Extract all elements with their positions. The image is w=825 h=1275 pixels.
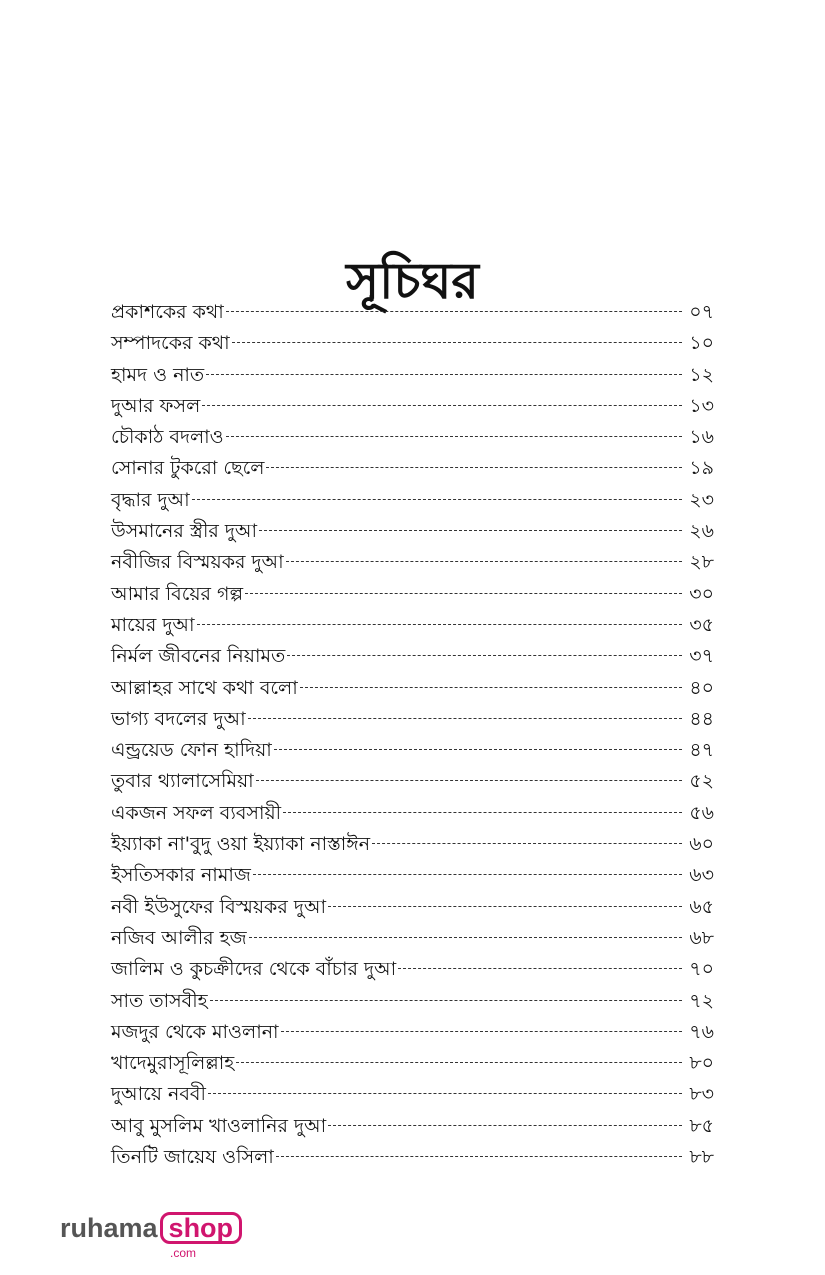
toc-dot-leader — [236, 1062, 682, 1063]
toc-entry-page: ২৮ — [689, 551, 714, 574]
toc-entry-title: একজন সফল ব্যবসায়ী — [111, 801, 282, 824]
toc-entry-title: তিনটি জায়েয ওসিলা — [111, 1146, 274, 1169]
toc-entry-page: ৬৩ — [689, 864, 714, 887]
toc-entry — [111, 454, 714, 485]
toc-dot-leader — [276, 1156, 682, 1157]
toc-entry-page: ৭৬ — [689, 1020, 714, 1043]
toc-entry-page: ৫৬ — [689, 801, 714, 824]
toc-dot-leader — [249, 937, 682, 938]
toc-entry-page: ৬৮ — [689, 926, 714, 949]
toc-dot-leader — [372, 843, 682, 844]
toc-entry — [111, 955, 714, 986]
toc-entry-page: ৬০ — [689, 833, 714, 856]
toc-entry-page: ২৩ — [689, 488, 714, 511]
toc-dot-leader — [253, 874, 682, 875]
toc-entry-page: ১৩ — [689, 394, 714, 417]
toc-entry — [111, 580, 714, 611]
toc-entry-title: নজিব আলীর হজ — [111, 926, 247, 949]
toc-entry-page: ৩৫ — [689, 613, 714, 636]
toc-dot-leader — [283, 812, 682, 813]
toc-entry — [111, 1080, 714, 1111]
toc-dot-leader — [232, 342, 682, 343]
toc-entry-title: দুআয়ে নববী — [111, 1083, 206, 1106]
watermark-shop: shop — [160, 1212, 243, 1244]
toc-entry — [111, 361, 714, 392]
toc-entry — [111, 642, 714, 673]
toc-entry-title: ইসতিসকার নামাজ — [111, 864, 251, 887]
toc-dot-leader — [226, 436, 682, 437]
toc-entry-page: ১০ — [689, 332, 714, 355]
toc-entry-title: বৃদ্ধার দুআ — [111, 488, 190, 511]
toc-entry-page: ৫২ — [689, 770, 714, 793]
toc-dot-leader — [266, 467, 682, 468]
toc-entry-page: ৭২ — [689, 989, 714, 1012]
toc-entry — [111, 767, 714, 798]
toc-dot-leader — [274, 749, 682, 750]
toc-dot-leader — [286, 561, 682, 562]
toc-entry-title: নবী ইউসুফের বিস্ময়কর দুআ — [111, 895, 326, 918]
toc-entry-title: মায়ের দুআ — [111, 613, 195, 636]
toc-dot-leader — [256, 780, 682, 781]
toc-entry-title: দুআর ফসল — [111, 394, 201, 417]
toc-dot-leader — [281, 1031, 682, 1032]
toc-entry-title: চৌকাঠ বদলাও — [111, 426, 224, 449]
toc-entry-page: ০৭ — [689, 301, 714, 323]
toc-entry-page: ৩০ — [689, 582, 714, 605]
toc-entry-title: প্রকাশকের কথা — [111, 301, 224, 323]
toc-entry — [111, 674, 714, 705]
toc-entry — [111, 893, 714, 924]
toc-entry — [111, 517, 714, 548]
toc-dot-leader — [226, 311, 682, 312]
toc-entry-title: উসমানের স্ত্রীর দুআ — [111, 520, 258, 543]
toc-entry — [111, 1143, 714, 1174]
toc-entry — [111, 423, 714, 454]
toc-entry-page: ১২ — [689, 363, 714, 386]
toc-dot-leader — [197, 624, 682, 625]
toc-entry — [111, 987, 714, 1018]
toc-dot-leader — [192, 499, 682, 500]
toc-dot-leader — [202, 405, 682, 406]
toc-entry-title: সাত তাসবীহ — [111, 989, 208, 1012]
toc-entry-title: তুবার থ্যালাসেমিয়া — [111, 770, 254, 793]
toc-entry-page: ৮৩ — [689, 1083, 714, 1106]
toc-dot-leader — [248, 718, 682, 719]
toc-dot-leader — [328, 1125, 682, 1126]
toc-dot-leader — [300, 687, 682, 688]
toc-entry-title: নবীজির বিস্ময়কর দুআ — [111, 551, 284, 574]
toc-entry-title: এন্ড্রয়েড ফোন হাদিয়া — [111, 739, 272, 762]
toc-dot-leader — [245, 593, 682, 594]
toc-entry-title: সম্পাদকের কথা — [111, 332, 230, 355]
toc-entry-title: আবু মুসলিম খাওলানির দুআ — [111, 1114, 327, 1137]
toc-entry — [111, 1049, 714, 1080]
toc-dot-leader — [398, 968, 682, 969]
toc-entry-title: সোনার টুকরো ছেলে — [111, 457, 265, 480]
toc-entry — [111, 392, 714, 423]
toc-entry — [111, 799, 714, 830]
toc-dot-leader — [206, 374, 682, 375]
toc-entry-title: আমার বিয়ের গল্প — [111, 582, 244, 605]
watermark-domain: .com — [170, 1246, 197, 1260]
toc-dot-leader — [208, 1093, 682, 1094]
toc-entry-page: ৪৭ — [689, 739, 714, 762]
toc-entry-title: ইয়্যাকা না'বুদু ওয়া ইয়্যাকা নাস্তাঈন — [111, 833, 371, 856]
toc-entry-page: ৬৫ — [689, 895, 714, 918]
toc-entry — [111, 329, 714, 360]
page-title: সূচিঘর — [346, 250, 479, 310]
toc-entry-title: মজদুর থেকে মাওলানা — [111, 1020, 279, 1043]
toc-entry — [111, 486, 714, 517]
toc-entry-title: আল্লাহর সাথে কথা বলো — [111, 676, 298, 699]
toc-entry — [111, 924, 714, 955]
toc-dot-leader — [210, 1000, 682, 1001]
toc-entry-page: ৩৭ — [689, 645, 714, 668]
toc-entry-page: ৮০ — [689, 1052, 714, 1075]
toc-entry-page: ৮৮ — [689, 1146, 714, 1169]
watermark-brand: ruhama — [60, 1213, 158, 1243]
toc-entry-title: জালিম ও কুচক্রীদের থেকে বাঁচার দুআ — [111, 958, 397, 981]
toc-entry — [111, 1112, 714, 1143]
toc-entry-page: ১৬ — [689, 426, 714, 449]
watermark-logo — [60, 1212, 242, 1244]
toc-entry-page: ৭০ — [689, 958, 714, 981]
toc-entry — [111, 1018, 714, 1049]
toc-entry — [111, 548, 714, 579]
toc-entry — [111, 830, 714, 861]
toc-entry-page: ২৬ — [689, 520, 714, 543]
toc-entry — [111, 611, 714, 642]
toc-dot-leader — [328, 906, 682, 907]
toc-entry-title: ভাগ্য বদলের দুআ — [111, 707, 246, 730]
toc-entry-page: ৪৪ — [689, 707, 714, 730]
toc-entry — [111, 861, 714, 892]
toc-entry-title: নির্মল জীবনের নিয়ামত — [111, 645, 286, 668]
toc-entry — [111, 298, 714, 329]
toc-entry — [111, 705, 714, 736]
toc-dot-leader — [259, 530, 682, 531]
toc-entry — [111, 736, 714, 767]
toc-entry-page: ১৯ — [689, 457, 714, 480]
toc-entry-page: ৮৫ — [689, 1114, 714, 1137]
toc-dot-leader — [287, 655, 682, 656]
toc-entry-page: ৪০ — [689, 676, 714, 699]
table-of-contents — [111, 298, 714, 1174]
toc-entry-title: খাদেমুরাসূলিল্লাহ — [111, 1052, 235, 1075]
toc-entry-title: হামদ ও নাত — [111, 363, 205, 386]
